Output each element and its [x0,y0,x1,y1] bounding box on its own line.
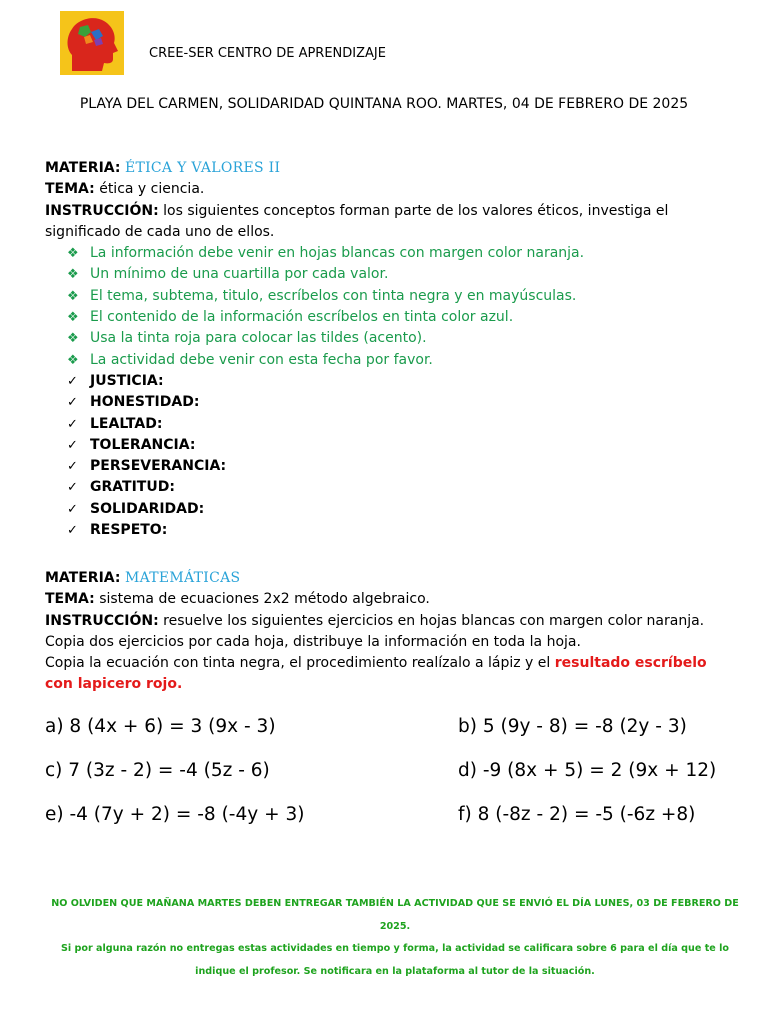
subject-label: MATERIA: [45,160,121,176]
diamond-bullet-icon: ❖ [67,246,79,262]
instruction-text: Copia la ecuación con tinta negra, el procedimiento realízalo a lápiz y el [45,655,551,672]
topic-line [45,179,735,200]
subject-name: MATEMÁTICAS [124,570,241,586]
list-item: ✓ SOLIDARIDAD: [45,499,735,520]
diamond-bullet-icon: ❖ [67,310,79,326]
dateline: PLAYA DEL CARMEN, SOLIDARIDAD QUINTANA ROO. MARTES, 04 DE FEBRERO DE 2025 [79,96,689,112]
topic-label: TEMA: [45,181,95,198]
topic-label: TEMA: [45,591,95,608]
list-item: ❖ Un mínimo de una cuartilla por cada valor. [45,264,735,285]
topic-text: ética y ciencia. [99,181,205,198]
instruction-line-2: Copia dos ejercicios por cada hoja, distribuye la información en toda la hoja. [45,633,581,650]
diamond-bullet-icon: ❖ [67,352,79,368]
subject-line [45,158,735,179]
subject-name: ÉTICA Y VALORES II [124,160,281,176]
rules-list [45,243,735,371]
section-math [45,568,735,696]
list-item: ❖ Usa la tinta roja para colocar las tildes (acento). [45,328,735,349]
diamond-bullet-icon: ❖ [67,331,79,347]
check-icon: ✓ [67,395,78,411]
list-item: ✓ GRATITUD: [45,477,735,498]
list-item: ❖ El contenido de la información escríbelos en tinta color azul. [45,307,735,328]
check-icon: ✓ [67,480,78,496]
diamond-bullet-icon: ❖ [67,288,79,304]
equation-f: f) 8 (-8z - 2) = -5 (-6z +8) [458,804,696,825]
check-icon: ✓ [67,416,78,432]
check-icon: ✓ [67,523,78,539]
check-icon: ✓ [67,459,78,475]
values-list [45,371,735,541]
result-red-text: resultado escríbelo con lapicero rojo. [45,655,707,693]
equation-e: e) -4 (7y + 2) = -8 (-4y + 3) [45,804,305,825]
footer-note [45,893,745,983]
diamond-bullet-icon: ❖ [67,267,79,283]
list-item: ✓ JUSTICIA: [45,371,735,392]
list-item: ✓ LEALTAD: [45,414,735,435]
instruction-line [45,611,735,632]
instruction-label: INSTRUCCIÓN: [45,612,159,629]
equation-c: c) 7 (3z - 2) = -4 (5z - 6) [45,760,270,781]
instruction-line [45,201,735,244]
subject-label: MATERIA: [45,570,121,586]
subject-line [45,568,735,589]
equation-b: b) 5 (9y - 8) = -8 (2y - 3) [458,716,687,737]
instruction-text: resuelve los siguientes ejercicios en hojas blancas con margen color naranja. [163,612,705,629]
list-item: ✓ PERSEVERANCIA: [45,456,735,477]
list-item: ✓ RESPETO: [45,520,735,541]
footer-line-2: Si por alguna razón no entregas estas actividades en tiempo y forma, la actividad se calificara sobre 6 para el día que te lo indique el profesor. Se notificara en la plataforma al tutor de la situación. [60,943,730,977]
list-item: ✓ TOLERANCIA: [45,435,735,456]
list-item: ✓ HONESTIDAD: [45,392,735,413]
instruction-text: los siguientes conceptos forman parte de los valores éticos, investiga el significado de cada uno de ellos. [45,202,669,240]
check-icon: ✓ [67,501,78,517]
topic-text: sistema de ecuaciones 2x2 método algebraico. [99,591,430,608]
instruction-line-3 [45,653,735,696]
brain-head-logo-icon [60,11,124,75]
equation-a: a) 8 (4x + 6) = 3 (9x - 3) [45,716,276,737]
footer-line-1: NO OLVIDEN QUE MAÑANA MARTES DEBEN ENTREGAR TAMBIÉN LA ACTIVIDAD QUE SE ENVIÓ EL DÍA LUNES, 03 DE FEBRERO DE 2025. [51,898,739,932]
check-icon: ✓ [67,437,78,453]
check-icon: ✓ [67,373,78,389]
list-item: ❖ La información debe venir en hojas blancas con margen color naranja. [45,243,735,264]
school-name: CREE-SER CENTRO DE APRENDIZAJE [149,46,386,61]
list-item: ❖ La actividad debe venir con esta fecha por favor. [45,350,735,371]
list-item: ❖ El tema, subtema, titulo, escríbelos con tinta negra y en mayúsculas. [45,286,735,307]
instruction-label: INSTRUCCIÓN: [45,202,159,219]
topic-line [45,589,735,610]
section-ethics [45,158,735,541]
equation-d: d) -9 (8x + 5) = 2 (9x + 12) [458,760,717,781]
